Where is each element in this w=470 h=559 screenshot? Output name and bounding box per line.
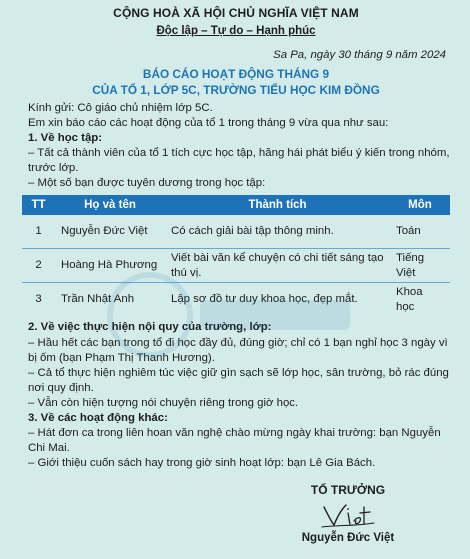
column-header-name: Họ và tên [55,195,165,215]
commendation-table [22,195,450,316]
column-header-tt: TT [22,195,55,215]
section3-heading: 3. Về các hoạt động khác: [28,411,168,424]
signature-block [278,483,418,546]
section1-heading: 1. Về học tập: [28,132,103,145]
report-title-line1: BÁO CÁO HOẠT ĐỘNG THÁNG 9 [142,67,330,82]
report-title-line2: CỦA TỔ 1, LỚP 5C, TRƯỜNG TIỂU HỌC KIM ĐỒNG [92,82,380,97]
motto-text: Độc lập – Tự do – Hạnh phúc [156,24,316,37]
national-title: CỘNG HOÀ XÃ HỘI CHỦ NGHĨA VIỆT NAM [113,6,359,20]
section3-item1: – Hát đơn ca trong liên hoan văn nghệ chào mừng ngày khai trường: bạn Nguyễn Chi Mai. [28,426,441,454]
section2-heading: 2. Về việc thực hiện nội quy của trường, lớp: [28,321,272,334]
cell-tt: 3 [35,293,42,306]
section2-item1: – Hầu hết các bạn trong tổ đi học đầy đủ, đúng giờ; chỉ có 1 bạn nghỉ học 3 ngày vì bị ốm (bạn Phạm Thị Thanh Hương). [28,336,448,364]
cell-achievement: Lập sơ đồ tư duy khoa học, đẹp mắt. [171,293,358,306]
section2-item2: – Cả tổ thực hiện nghiêm túc việc giữ gìn sạch sẽ lớp học, sân trường, bỏ rác đúng nơi quy định. [28,366,449,394]
cell-tt: 1 [35,225,42,238]
table-row [22,249,450,283]
section2-item3: – Vẫn còn hiện tượng nói chuyện riêng trong giờ học. [28,396,299,409]
table-row [22,283,450,317]
table-row [22,215,450,249]
cell-name: Trần Nhật Anh [61,293,135,306]
section1-item2: – Một số bạn được tuyên dương trong học tập: [28,177,266,190]
section3-item2: – Giới thiệu cuốn sách hay trong giờ sinh hoạt lớp: bạn Lê Gia Bách. [28,456,376,469]
section1-item1: – Tất cả thành viên của tổ 1 tích cực học tập, hăng hái phát biểu ý kiến trong nhóm, trước lớp. [28,147,450,175]
signer-role: TỔ TRƯỞNG [310,483,386,497]
table-header-row [22,195,450,215]
cell-achievement: Viết bài văn kể chuyện có chi tiết sáng tạo thú vị. [171,251,384,279]
cell-tt: 2 [35,259,42,272]
column-header-subject: Môn [390,195,450,215]
cell-subject: Khoa học [396,285,423,313]
place-date: Sa Pa, ngày 30 tháng 9 năm 2024 [273,49,446,61]
cell-achievement: Có cách giải bài tập thông minh. [171,225,334,238]
greeting: Kính gửi: Cô giáo chủ nhiệm lớp 5C. [28,102,213,115]
cell-name: Hoàng Hà Phương [61,259,158,272]
national-motto [22,24,450,39]
cell-name: Nguyễn Đức Việt [61,225,148,238]
handwritten-signature [318,501,378,529]
signer-name: Nguyễn Đức Việt [301,531,395,544]
column-header-achievement: Thành tích [165,195,390,215]
intro-text: Em xin báo cáo các hoạt động của tổ 1 trong tháng 9 vừa qua như sau: [28,117,389,130]
cell-subject: Toán [396,225,421,238]
cell-subject: Tiếng Việt [396,251,425,279]
